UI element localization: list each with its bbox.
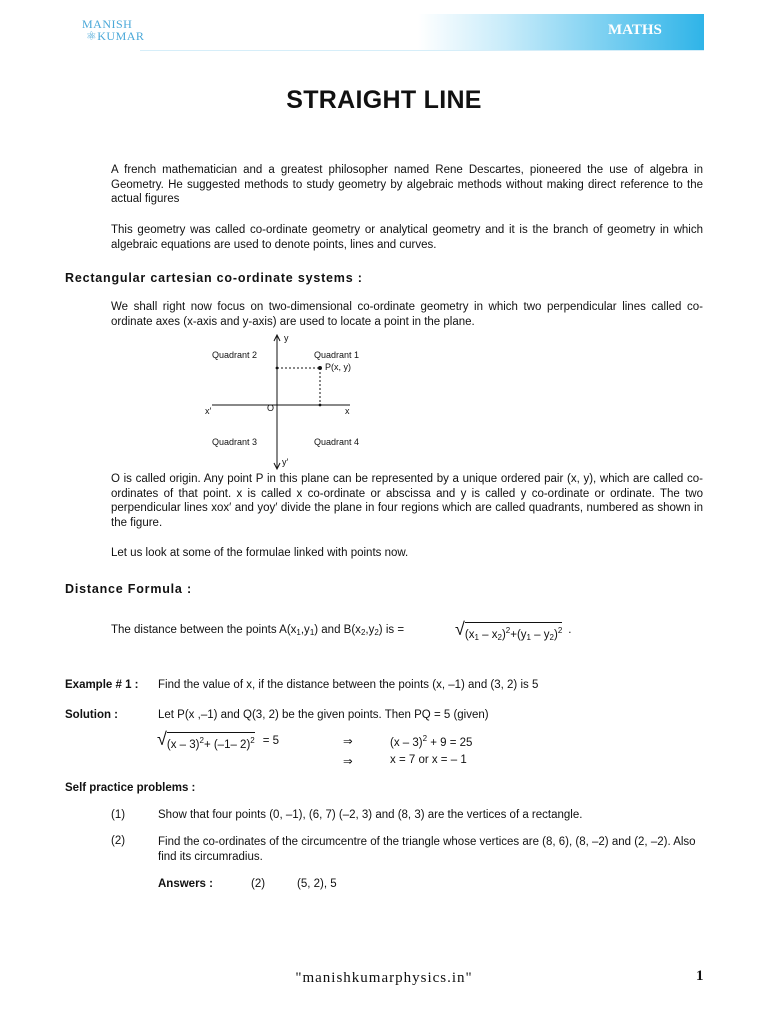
sub-3: 2 <box>360 628 366 637</box>
sub-1: 1 <box>296 628 301 637</box>
formula-plus: +(y <box>510 629 527 641</box>
cartesian-paragraph-1: We shall right now focus on two-dimensional co-ordinate geometry in which two perpendicular lines called co-ordinate axes (x-axis and y-axis) are used to locate a point in the plane. <box>111 301 703 328</box>
solution-step-2: x = 7 or x = – 1 <box>390 754 467 766</box>
point-x-projection <box>319 404 322 407</box>
cartesian-paragraph-3: Let us look at some of the formulae linked with points now. <box>111 547 409 559</box>
problem-1-text: Show that four points (0, –1), (6, 7) (–2, 3) and (8, 3) are the vertices of a rectangle. <box>158 809 583 821</box>
section-heading-cartesian: Rectangular cartesian co-ordinate systems : <box>65 271 363 285</box>
distance-formula-expression <box>455 620 571 642</box>
sol-a: (x – 3) <box>166 739 200 751</box>
answers-label: Answers : <box>158 878 213 890</box>
self-practice-heading: Self practice problems : <box>65 782 196 794</box>
sol-rhs: = 5 <box>262 735 280 747</box>
formula-sub2: 2 <box>497 633 502 642</box>
header-rule <box>140 50 704 51</box>
formula-minus: – x <box>478 629 498 641</box>
problem-1-number: (1) <box>111 809 126 821</box>
atom-icon: ⚛ <box>86 29 98 43</box>
formula-close2: ) <box>553 629 558 641</box>
section-heading-distance: Distance Formula : <box>65 582 192 596</box>
logo-line1: MANISH <box>82 17 133 31</box>
y-prime-label: y′ <box>282 457 289 467</box>
distance-text-b: ,y <box>300 624 310 636</box>
implies-icon-2: ⇒ <box>343 756 353 768</box>
step1-a: (x – 3) <box>390 737 423 749</box>
sqrt-icon: √ <box>455 619 465 639</box>
intro-paragraph-2: This geometry was called co-ordinate geometry or analytical geometry and it is the branch of geometry in which algebraic equations are used to denote points, lines and curves. <box>111 224 703 251</box>
implies-icon-1: ⇒ <box>343 736 353 748</box>
cartesian-paragraph-2: O is called origin. Any point P in this plane can be represented by a unique ordered pair (x, y), which are called co-ordinates of that point. x is called x co-ordinate or abscissa and y is called y co-ordinate or ordinate. The two perpendicular lines xox′ and yoy′ divide the plane in four regions which are called quadrants, numbered as shown in the figure. <box>111 473 703 529</box>
formula-sub1: 1 <box>474 633 479 642</box>
x-label: x <box>345 406 350 416</box>
quadrant-2-label: Quadrant 2 <box>212 350 258 360</box>
answer-value: (5, 2), 5 <box>297 878 337 890</box>
x-prime-label: x′ <box>205 406 212 416</box>
formula-sq2: 2 <box>557 626 563 635</box>
formula-sub3: 1 <box>526 633 531 642</box>
page-title: STRAIGHT LINE <box>286 86 482 114</box>
sub-4: 2 <box>374 628 379 637</box>
origin-label: O <box>267 403 275 413</box>
radicand <box>465 622 562 642</box>
point-y-projection <box>276 367 279 370</box>
sol-sq2: 2 <box>250 736 255 745</box>
problem-2-text: Find the co-ordinates of the circumcentre of the triangle whose vertices are (8, 6), (8, –2) and (2, –2). Also find its circumradius. <box>158 836 696 863</box>
formula-close1: ) <box>501 629 506 641</box>
sub-2: 1 <box>309 628 315 637</box>
solution-line-1: Let P(x ,–1) and Q(3, 2) be the given points. Then PQ = 5 (given) <box>158 709 489 721</box>
sol-sq1: 2 <box>199 736 204 745</box>
formula-sub4: 2 <box>549 633 554 642</box>
quadrant-1-label: Quadrant 1 <box>314 350 360 360</box>
solution-sqrt-expression <box>157 730 279 751</box>
distance-text-a: The distance between the points A(x <box>111 624 297 636</box>
logo <box>82 18 144 42</box>
quadrant-4-label: Quadrant 4 <box>314 437 360 447</box>
example-question: Find the value of x, if the distance between the points (x, –1) and (3, 2) is 5 <box>158 679 539 691</box>
sqrt-icon-2: √ <box>157 729 167 749</box>
formula-x: (x <box>464 629 475 641</box>
example-label: Example # 1 : <box>65 679 139 691</box>
subject-label: MATHS <box>608 22 662 38</box>
logo-line2 <box>82 30 144 42</box>
problem-2-number: (2) <box>111 835 126 847</box>
distance-text-c: ) and B(x <box>314 624 361 636</box>
point-p <box>318 366 322 370</box>
answer-number: (2) <box>251 878 266 890</box>
y-label: y <box>284 333 289 343</box>
page-number: 1 <box>696 968 704 984</box>
point-p-label: P(x, y) <box>325 362 351 372</box>
step1-b: + 9 = 25 <box>427 737 473 749</box>
distance-formula-line <box>111 624 404 637</box>
formula-period: . <box>568 624 572 636</box>
sol-b: + (–1– 2) <box>203 739 251 751</box>
footer-site: "manishkumarphysics.in" <box>295 970 473 986</box>
distance-text-e: ) is = <box>378 624 405 636</box>
solution-radicand <box>167 732 255 751</box>
formula-ym: – y <box>530 629 550 641</box>
distance-text-d: ,y <box>365 624 375 636</box>
quadrant-3-label: Quadrant 3 <box>212 437 258 447</box>
solution-label: Solution : <box>65 709 119 721</box>
quadrant-figure <box>200 330 380 472</box>
intro-paragraph-1: A french mathematician and a greatest philosopher named Rene Descartes, pioneered the use of algebra in Geometry. He suggested methods to study geometry by algebraic methods without making direct reference to the actual figures <box>111 164 703 205</box>
logo-line2-text: KUMAR <box>97 29 145 43</box>
solution-step-1 <box>390 734 472 749</box>
step1-sq: 2 <box>422 734 428 743</box>
formula-sq1: 2 <box>505 626 511 635</box>
